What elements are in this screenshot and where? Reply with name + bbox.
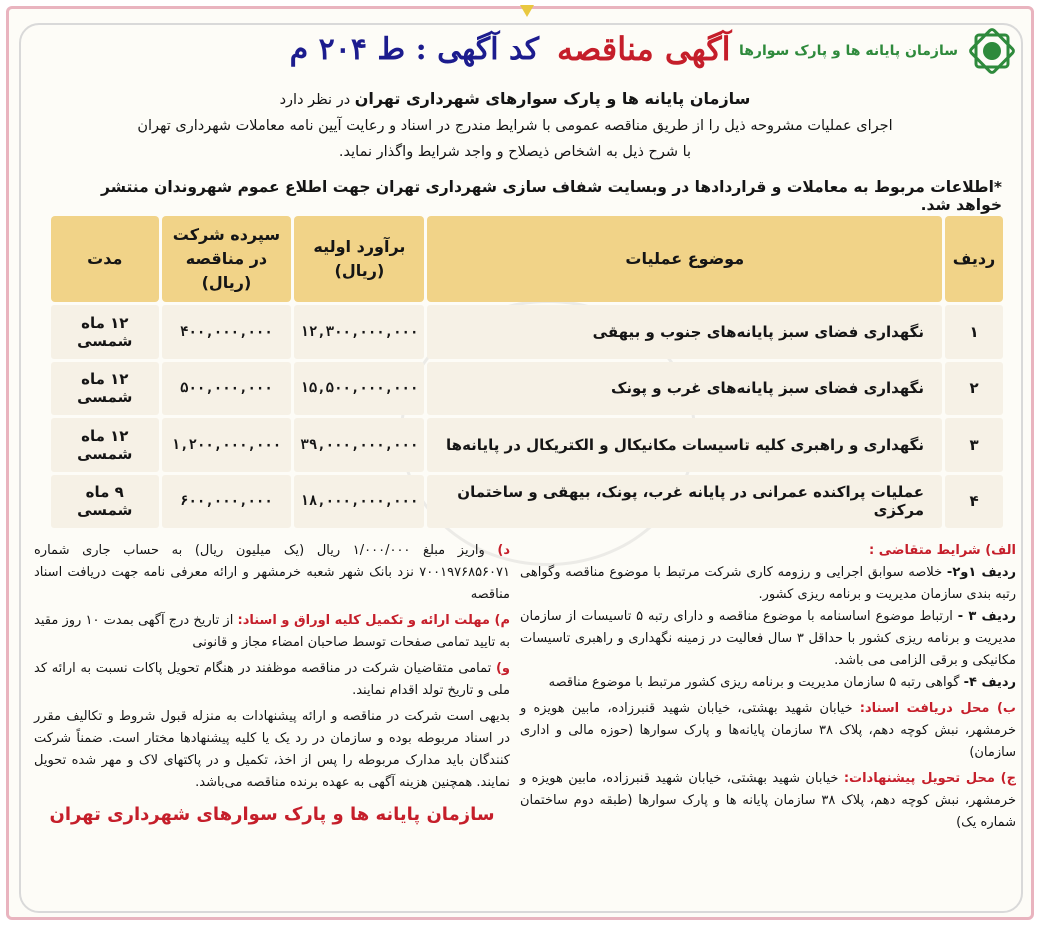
headline — [250, 20, 770, 78]
section-applicant-conditions — [520, 540, 1016, 694]
section-title-id: و) — [495, 661, 511, 676]
cell-deposit: ۱,۲۰۰,۰۰۰,۰۰۰ — [162, 418, 292, 472]
condition-text: خلاصه سوابق اجرایی و رزومه کاری شرکت مرتبط با موضوع مناقصه وگواهی رتبه بندی سازمان مدیریت و برنامه ریزی کشور. — [520, 565, 1016, 602]
condition-row-4 — [520, 672, 1016, 694]
cell-duration: ۱۲ ماه شمسی — [51, 418, 159, 472]
table-row — [51, 305, 1003, 359]
section-title-deposit: د) — [497, 543, 511, 558]
ad-code: کد آگهی : ط ۲۰۴ م — [289, 31, 540, 67]
table-row — [51, 475, 1003, 529]
org-logo — [738, 22, 1018, 80]
org-logo-text: سازمان پایانه ها و پارک سوارها — [738, 43, 958, 59]
section-bid-delivery — [520, 768, 1016, 834]
condition-rows-1-2 — [520, 562, 1016, 606]
cell-subject: نگهداری و راهبری کلیه تاسیسات مکانیکال و الکتریکال در پایانه‌ها — [427, 418, 942, 472]
condition-label: ردیف ۴- — [963, 675, 1016, 690]
cell-estimate: ۱۸,۰۰۰,۰۰۰,۰۰۰ — [294, 475, 424, 529]
org-footer: سازمان پایانه ها و پارک سوارهای شهرداری تهران — [49, 804, 495, 825]
cell-deposit: ۴۰۰,۰۰۰,۰۰۰ — [162, 305, 292, 359]
cell-estimate: ۱۲,۳۰۰,۰۰۰,۰۰۰ — [294, 305, 424, 359]
cell-estimate: ۱۵,۵۰۰,۰۰۰,۰۰۰ — [294, 362, 424, 416]
deadline-text: از تاریخ درج آگهی بمدت ۱۰ روز مقید به تایید تمامی صفحات توسط صاحبان امضاء مجاز و قانونی — [34, 613, 510, 650]
condition-text: ارتباط موضوع اساسنامه با موضوع مناقصه و دارای رتبه ۵ تاسیسات از سازمان مدیریت و برنامه ریزی کشور با حداقل ۳ سال فعالیت در زمینه نگهداری و راهبری تاسیسات مکانیکی و برقی الزامی می باشد. — [520, 609, 1016, 668]
cell-row: ۳ — [945, 418, 1003, 472]
ad-title: آگهی مناقصه — [557, 30, 731, 68]
section-title-pickup: ب) محل دریافت اسناد: — [859, 701, 1016, 716]
delivery-address: خیابان شهید بهشتی، خیابان شهید قنبرزاده، مابین هویزه و خرمشهر، نبش کوچه دهم، پلاک ۳۸ سازمان پایانه ها و پارک سوارها (طبقه دوم ساختمان شماره یک) — [520, 771, 1016, 830]
intro-org-name: سازمان پایانه ها و پارک سوارهای شهرداری تهران — [354, 89, 751, 108]
cell-row: ۴ — [945, 475, 1003, 529]
cell-duration: ۹ ماه شمسی — [51, 475, 159, 529]
cell-subject: نگهداری فضای سبز پایانه‌های غرب و پونک — [427, 362, 942, 416]
general-terms-paragraph: بدیهی است شرکت در مناقصه و ارائه پیشنهادات به منزله قبول شروط و تکالیف مقرر در اسناد مربوطه بوده و سازمان در رد یک یا کلیه پیشنهادها مختار است. ضمناً شرکت کنندگان باید مدارک مربوطه را پس از اخذ، تکمیل و در پاکتهای لاک و مهر شده تحویل نمایند. همچنین هزینه آگهی به عهده برنده مناقصه می‌باشد. — [34, 709, 510, 790]
col-header-row: ردیف — [945, 216, 1003, 302]
cell-row: ۲ — [945, 362, 1003, 416]
table-row — [51, 418, 1003, 472]
col-header-deposit: سپرده شرکت در مناقصه (ریال) — [162, 216, 292, 302]
section-deadline — [34, 610, 510, 654]
pin-marker — [520, 5, 534, 17]
cell-duration: ۱۲ ماه شمسی — [51, 305, 159, 359]
intro-line-1-rest: در نظر دارد — [279, 92, 351, 108]
condition-text: گواهی رتبه ۵ سازمان مدیریت و برنامه ریزی کشور مرتبط با موضوع مناقصه — [548, 675, 960, 690]
col-header-duration: مدت — [51, 216, 159, 302]
col-header-subject: موضوع عملیات — [427, 216, 942, 302]
transparency-notice: *اطلاعات مربوط به معاملات و قراردادها در وبسایت شفاف سازی شهرداری تهران جهت اطلاع عموم شهروندان منتشر خواهد شد. — [101, 178, 1002, 214]
section-title-delivery: ج) محل تحویل پیشنهادات: — [843, 771, 1016, 786]
tehran-municipality-logo-icon — [966, 25, 1018, 77]
section-title-deadline: م) مهلت ارائه و تکمیل کلیه اوراق و اسناد: — [237, 613, 511, 628]
intro-line-3: با شرح ذیل به اشخاص ذیصلاح و واجد شرایط واگذار نماید. — [338, 144, 692, 160]
intro-line-1 — [50, 86, 980, 113]
condition-label: ردیف ۳ - — [957, 609, 1016, 624]
cell-estimate: ۳۹,۰۰۰,۰۰۰,۰۰۰ — [294, 418, 424, 472]
condition-label: ردیف ۱و۲- — [946, 565, 1016, 580]
section-id-requirement — [34, 658, 510, 702]
intro-text — [50, 86, 980, 165]
table-row — [51, 362, 1003, 416]
conditions-column — [520, 540, 1016, 838]
cell-subject: نگهداری فضای سبز پایانه‌های جنوب و بیهقی — [427, 305, 942, 359]
cell-deposit: ۶۰۰,۰۰۰,۰۰۰ — [162, 475, 292, 529]
id-requirement-text: تمامی متقاضیان شرکت در مناقصه موظفند در هنگام تحویل پاکات نسبت به ارائه کد ملی و تاریخ تولد اقدام نمایند. — [34, 661, 510, 698]
section-document-pickup — [520, 698, 1016, 764]
cell-row: ۱ — [945, 305, 1003, 359]
condition-row-3 — [520, 606, 1016, 672]
section-deposit-payment — [34, 540, 510, 606]
tender-table — [48, 213, 1006, 531]
cell-subject: عملیات پراکنده عمرانی در پایانه غرب، پونک، بیهقی و ساختمان مرکزی — [427, 475, 942, 529]
deposit-text: واریز مبلغ ۱/۰۰۰/۰۰۰ ریال (یک میلیون ریال) به حساب جاری شماره ۷۰۰۱۹۷۶۸۵۶۰۷۱ نزد بانک شهر شعبه خرمشهر و ارائه معرفی نامه جهت دریافت اسناد مناقصه — [34, 543, 510, 602]
cell-duration: ۱۲ ماه شمسی — [51, 362, 159, 416]
section-title-applicant: الف) شرایط متقاضی : — [869, 543, 1016, 558]
intro-line-2: اجرای عملیات مشروحه ذیل را از طریق مناقصه عمومی با شرایط مندرج در اسناد و رعایت آیین نامه معاملات شهرداری تهران — [137, 118, 893, 134]
table-header-row — [51, 216, 1003, 302]
pickup-address: خیابان شهید بهشتی، خیابان شهید قنبرزاده، مابین هویزه و خرمشهر، نبش کوچه دهم، پلاک ۳۸ سازمان پایانه‌ها و پارک سوارها (حوزه مالی و اداری سازمان) — [520, 701, 1016, 760]
cell-deposit: ۵۰۰,۰۰۰,۰۰۰ — [162, 362, 292, 416]
col-header-estimate: برآورد اولیه (ریال) — [294, 216, 424, 302]
terms-column — [34, 540, 510, 826]
